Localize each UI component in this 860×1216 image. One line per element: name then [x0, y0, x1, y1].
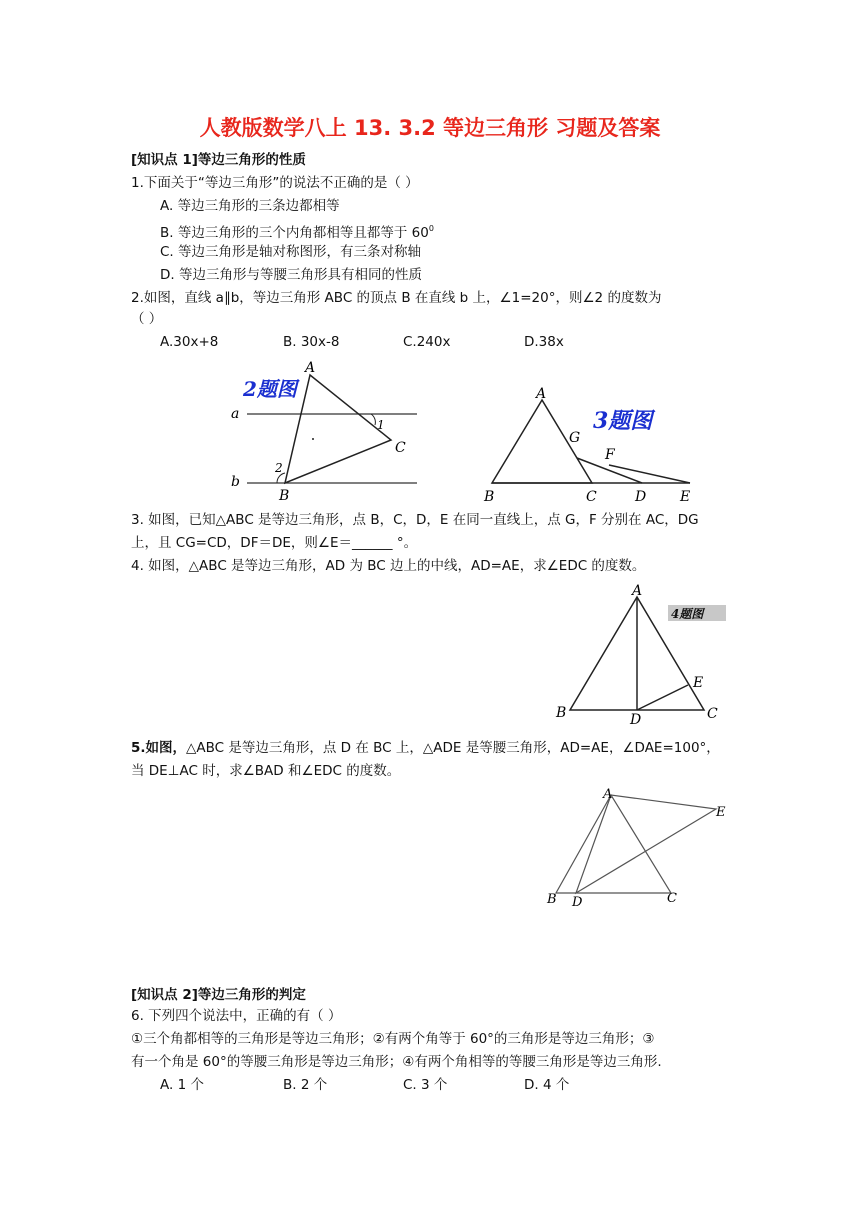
label-a: a — [231, 406, 240, 422]
question-5-line2: 当 DE⊥AC 时，求∠BAD 和∠EDC 的度数。 — [131, 763, 401, 779]
label-1: 1 — [377, 418, 385, 432]
question-2-option-c: C.240x — [403, 334, 451, 350]
center-dot — [312, 438, 314, 440]
question-1-stem: 1.下面关于“等边三角形”的说法不正确的是（ ） — [131, 175, 419, 191]
question-2-option-a: A.30x+8 — [160, 334, 219, 350]
question-3-line1: 3. 如图，已知△ABC 是等边三角形，点 B，C，D，E 在同一直线上，点 G，F 分别在 AC，DG — [131, 512, 699, 528]
degree-superscript: 0 — [428, 224, 434, 233]
label-A: A — [536, 386, 547, 402]
label-E: E — [716, 805, 726, 820]
figure-question-4 — [550, 582, 730, 727]
question-6-stem: 6. 下列四个说法中，正确的有（ ） — [131, 1008, 342, 1024]
label-B: B — [556, 705, 567, 721]
label-E: E — [680, 489, 691, 505]
label-D: D — [572, 895, 583, 910]
question-2-option-b: B. 30x-8 — [283, 334, 340, 350]
label-B: B — [547, 892, 557, 907]
label-B: B — [484, 489, 495, 505]
question-6-line2: 有一个角是 60°的等腰三角形是等边三角形；④有两个角相等的等腰三角形是等边三角形. — [131, 1054, 662, 1070]
figure-question-2 — [225, 358, 420, 503]
question-2-option-d: D.38x — [524, 334, 564, 350]
label-B: B — [279, 488, 290, 503]
label-C: C — [707, 706, 718, 722]
label-F: F — [605, 447, 615, 463]
section-heading-1: [知识点 1]等边三角形的性质 — [131, 152, 306, 168]
triangle-ade — [576, 795, 716, 893]
question-1-option-c: C. 等边三角形是轴对称图形，有三条对称轴 — [160, 244, 422, 260]
angle-1-arc — [371, 414, 375, 425]
question-3-line2: 上，且 CG=CD，DF＝DE，则∠E＝______ °。 — [131, 535, 418, 551]
label-A: A — [632, 583, 643, 599]
question-6-option-d: D. 4 个 — [524, 1077, 570, 1093]
figure-3-tag: 3题图 — [593, 408, 653, 434]
segment-fe — [609, 465, 690, 483]
label-G: G — [569, 430, 581, 446]
figure-question-5 — [540, 782, 730, 912]
segment-de — [637, 685, 688, 710]
question-6-option-b: B. 2 个 — [283, 1077, 328, 1093]
label-A: A — [603, 787, 613, 802]
label-C: C — [586, 489, 597, 505]
question-2-stem-line1: 2.如图，直线 a∥b，等边三角形 ABC 的顶点 B 在直线 b 上，∠1=20°，则∠2 的度数为 — [131, 290, 662, 306]
figure-2-tag: 2题图 — [243, 377, 297, 401]
triangle-abc — [556, 795, 671, 893]
question-6-option-a: A. 1 个 — [160, 1077, 204, 1093]
label-D: D — [635, 489, 647, 505]
label-D: D — [630, 712, 642, 727]
question-1-option-d: D. 等边三角形与等腰三角形具有相同的性质 — [160, 267, 422, 283]
question-4-line1: 4. 如图，△ABC 是等边三角形，AD 为 BC 边上的中线，AD=AE，求∠EDC 的度数。 — [131, 558, 646, 574]
label-b: b — [231, 474, 240, 490]
question-6-option-c: C. 3 个 — [403, 1077, 448, 1093]
question-1-option-b: B. 等边三角形的三个内角都相等且都等于 $60^0$ — [160, 224, 434, 241]
question-6-line1: ①三个角都相等的三角形是等边三角形；②有两个角等于 60°的三角形是等边三角形；③ — [131, 1031, 655, 1047]
figure-4-tag: 4题图 — [671, 607, 704, 621]
page-title: 人教版数学八上 13. 3.2 等边三角形 习题及答案 — [199, 116, 661, 140]
section-heading-2: [知识点 2]等边三角形的判定 — [131, 987, 306, 1003]
figure-question-3 — [480, 385, 695, 505]
label-A: A — [305, 360, 316, 376]
label-C: C — [667, 891, 677, 906]
label-E: E — [693, 675, 704, 691]
question-1-option-a: A. 等边三角形的三条边都相等 — [160, 198, 340, 214]
question-2-stem-line2: （ ） — [131, 311, 163, 327]
question-5-line1: 5.如图，△ABC 是等边三角形，点 D 在 BC 上，△ADE 是等腰三角形，AD=AE，∠DAE=100°， — [131, 740, 720, 756]
label-C: C — [395, 440, 406, 456]
triangle-abc — [285, 375, 391, 483]
label-2: 2 — [275, 461, 283, 475]
